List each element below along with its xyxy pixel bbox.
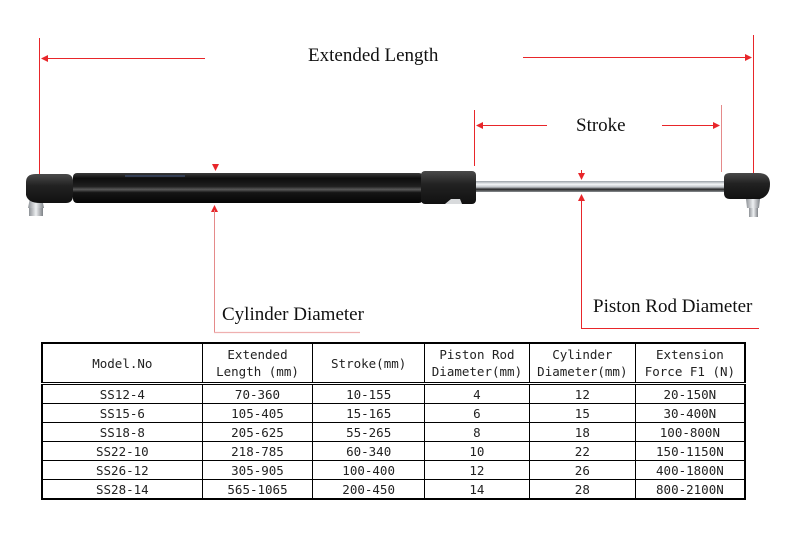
cylinder-seal-cap — [421, 171, 476, 204]
extended-length-label: Extended Length — [308, 45, 439, 66]
header-text: Diameter(mm) — [431, 364, 523, 379]
gas-spring — [26, 171, 770, 217]
cell-extended-length: 218-785 — [202, 442, 313, 461]
cell-force: 400-1800N — [635, 461, 745, 480]
cell-model: SS18-8 — [42, 423, 202, 442]
cell-extended-length: 565-1065 — [202, 480, 313, 500]
header-cylinder-diameter — [529, 343, 635, 384]
cell-rod-diameter: 10 — [425, 442, 530, 461]
spec-table — [41, 342, 746, 500]
cell-stroke: 100-400 — [313, 461, 425, 480]
cell-model: SS28-14 — [42, 480, 202, 500]
header-text: Piston Rod — [439, 347, 515, 362]
table-row — [42, 442, 745, 461]
cell-extended-length: 305-905 — [202, 461, 313, 480]
cell-force: 150-1150N — [635, 442, 745, 461]
table-row — [42, 384, 745, 404]
header-piston-rod-diameter — [425, 343, 530, 384]
piston-rod-diameter-label: Piston Rod Diameter — [593, 296, 753, 317]
header-extension-force — [635, 343, 745, 384]
cell-stroke: 200-450 — [313, 480, 425, 500]
cell-model: SS15-6 — [42, 404, 202, 423]
header-text: Extension — [656, 347, 724, 362]
table-row — [42, 461, 745, 480]
header-stroke — [313, 343, 425, 384]
header-text: Extended — [227, 347, 288, 362]
cell-model: SS26-12 — [42, 461, 202, 480]
table-header-row — [42, 343, 745, 384]
cell-cylinder-diameter: 18 — [529, 423, 635, 442]
cell-model: SS22-10 — [42, 442, 202, 461]
left-end-fitting — [26, 174, 73, 216]
header-text: Cylinder — [552, 347, 613, 362]
cell-stroke: 55-265 — [313, 423, 425, 442]
cell-stroke: 15-165 — [313, 404, 425, 423]
cell-force: 20-150N — [635, 384, 745, 404]
stroke-label: Stroke — [576, 115, 626, 136]
right-end-fitting — [724, 173, 770, 217]
cell-extended-length: 105-405 — [202, 404, 313, 423]
header-text: Stroke(mm) — [331, 355, 407, 371]
cell-stroke: 60-340 — [313, 442, 425, 461]
cell-cylinder-diameter: 22 — [529, 442, 635, 461]
cell-force: 800-2100N — [635, 480, 745, 500]
cell-cylinder-diameter: 28 — [529, 480, 635, 500]
cell-rod-diameter: 12 — [425, 461, 530, 480]
cell-cylinder-diameter: 15 — [529, 404, 635, 423]
cell-stroke: 10-155 — [313, 384, 425, 404]
header-text: Force F1 (N) — [644, 364, 736, 379]
cell-rod-diameter: 14 — [425, 480, 530, 500]
cell-cylinder-diameter: 12 — [529, 384, 635, 404]
header-text: Model.No — [92, 355, 153, 371]
cell-rod-diameter: 4 — [425, 384, 530, 404]
cell-model: SS12-4 — [42, 384, 202, 404]
table-row — [42, 423, 745, 442]
cell-cylinder-diameter: 26 — [529, 461, 635, 480]
cell-force: 30-400N — [635, 404, 745, 423]
header-text: Length (mm) — [216, 364, 299, 379]
cell-rod-diameter: 8 — [425, 423, 530, 442]
header-extended-length — [202, 343, 313, 384]
cylinder-body — [73, 173, 423, 203]
table-row — [42, 480, 745, 500]
header-model-no — [42, 343, 202, 384]
header-text: Diameter(mm) — [537, 364, 628, 379]
table-row — [42, 404, 745, 423]
cell-extended-length: 205-625 — [202, 423, 313, 442]
piston-rod — [476, 181, 726, 192]
cylinder-diameter-label: Cylinder Diameter — [222, 304, 364, 325]
cell-extended-length: 70-360 — [202, 384, 313, 404]
cell-rod-diameter: 6 — [425, 404, 530, 423]
cell-force: 100-800N — [635, 423, 745, 442]
